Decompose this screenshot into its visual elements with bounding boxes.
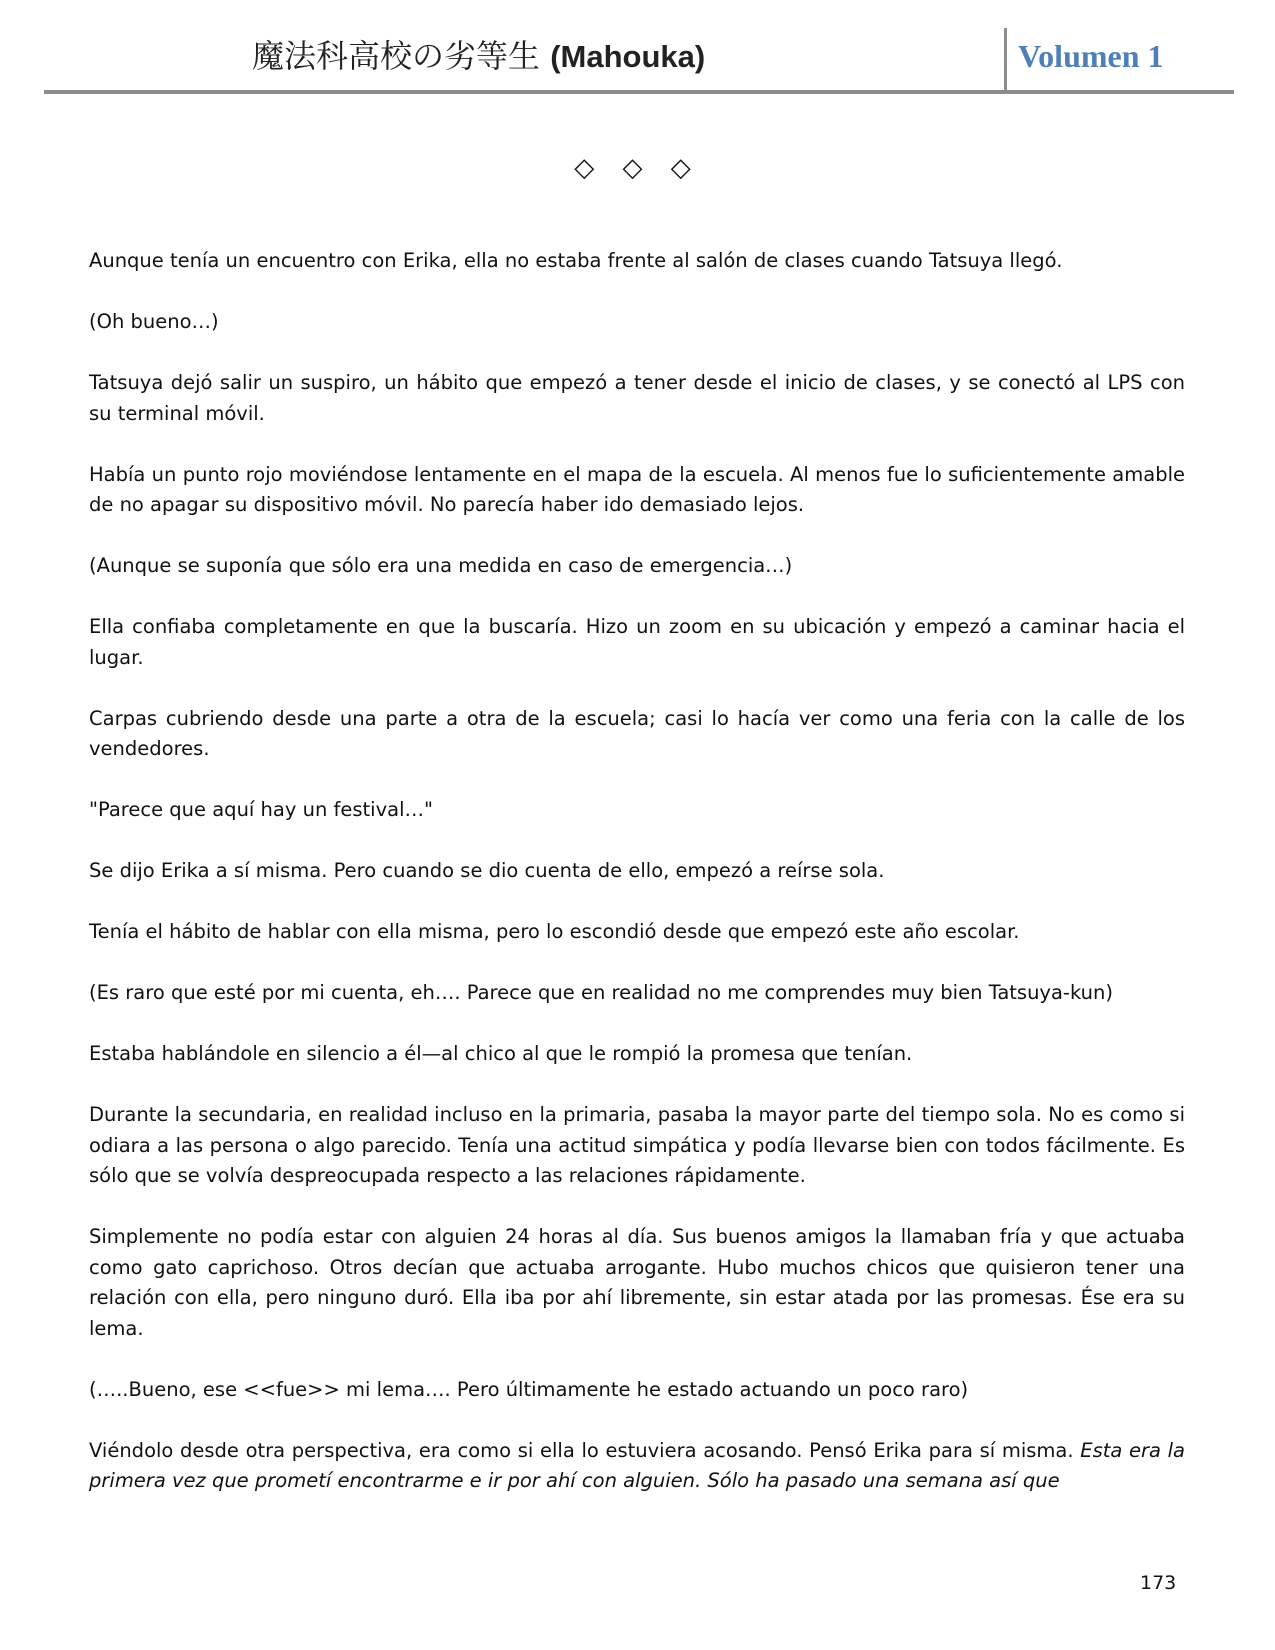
paragraph: (Aunque se suponía que sólo era una medida en caso de emergencia…)	[89, 554, 793, 577]
header-rule	[44, 90, 1234, 94]
document-header-title	[252, 34, 705, 79]
scene-break: ◇ ◇ ◇	[574, 153, 701, 183]
page-number: 173	[1140, 1572, 1177, 1594]
paragraph: Aunque tenía un encuentro con Erika, ella no estaba frente al salón de clases cuando Tatsuya llegó.	[89, 249, 1063, 272]
paragraph-last-italic: Esta era la primera vez que prometí encontrarme e ir por ahí con alguien. Sólo ha pasado una semana así que	[89, 1438, 1185, 1492]
paragraph: Estaba hablándole en silencio a él—al chico al que le rompió la promesa que tenían.	[89, 1042, 913, 1065]
paragraph: "Parece que aquí hay un festival…"	[89, 798, 433, 821]
header-volume-label: Volumen 1	[1018, 38, 1164, 74]
paragraph: Simplemente no podía estar con alguien 24 horas al día. Sus buenos amigos la llamaban fría y que actuaba como gato caprichoso. Otros decían que actuaba arrogante. Hubo muchos chicos que quisieron tener una relación con ella, pero ninguno duró. Ella iba por ahí libremente, sin estar atada por las promesas. Ése era su lema.	[89, 1225, 1185, 1340]
paragraph-last	[89, 1436, 1185, 1497]
header-title-latin: (Mahouka)	[550, 39, 706, 74]
header-title-japanese: 魔法科高校の劣等生	[252, 37, 541, 75]
paragraph: Durante la secundaria, en realidad incluso en la primaria, pasaba la mayor parte del tiempo sola. No es como si odiara a las persona o algo parecido. Tenía una actitud simpática y podía llevarse bien con todos fácilmente. Es sólo que se volvía despreocupada respecto a las relaciones rápidamente.	[89, 1103, 1185, 1187]
paragraph: Tatsuya dejó salir un suspiro, un hábito que empezó a tener desde el inicio de clases, y se conectó al LPS con su terminal móvil.	[89, 371, 1185, 425]
paragraph: Carpas cubriendo desde una parte a otra de la escuela; casi lo hacía ver como una feria con la calle de los vendedores.	[89, 706, 1185, 760]
paragraph: (…..Bueno, ese <<fue>> mi lema…. Pero últimamente he estado actuando un poco raro)	[89, 1377, 969, 1401]
paragraph: Había un punto rojo moviéndose lentamente en el mapa de la escuela. Al menos fue lo suficientemente amable de no apagar su dispositivo móvil. No parecía haber ido demasiado lejos.	[89, 462, 1185, 516]
paragraph: Tenía el hábito de hablar con ella misma, pero lo escondió desde que empezó este año escolar.	[89, 920, 1020, 943]
paragraph: (Oh bueno…)	[89, 310, 219, 333]
paragraph: Ella confiaba completamente en que la buscaría. Hizo un zoom en su ubicación y empezó a caminar hacia el lugar.	[89, 615, 1185, 669]
paragraph-last-text: Viéndolo desde otra perspectiva, era como si ella lo estuviera acosando. Pensó Erika para sí misma.	[89, 1438, 1081, 1462]
paragraph: (Es raro que esté por mi cuenta, eh…. Parece que en realidad no me comprendes muy bien Tatsuya-kun)	[89, 981, 1113, 1004]
paragraph: Se dijo Erika a sí misma. Pero cuando se dio cuenta de ello, empezó a reírse sola.	[89, 859, 885, 882]
header-vertical-divider	[1004, 28, 1007, 91]
body-text	[89, 246, 1185, 1497]
